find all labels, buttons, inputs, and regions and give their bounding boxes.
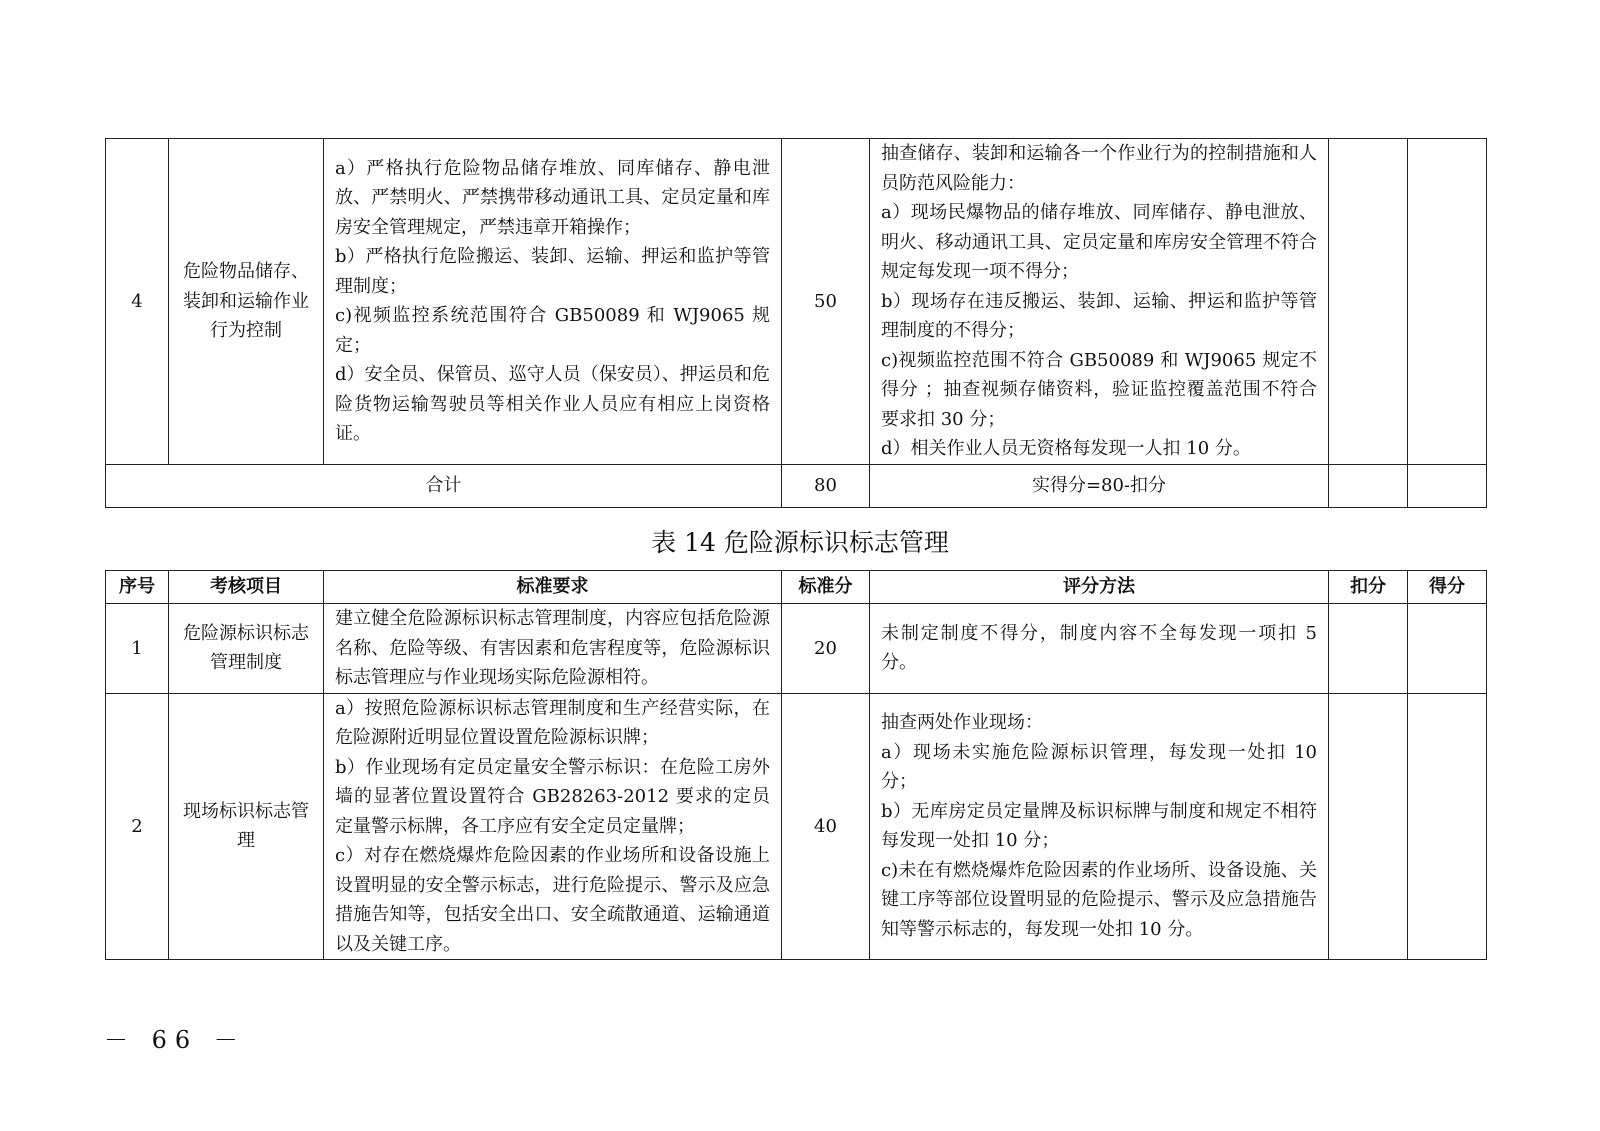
- method-line: b）无库房定员定量牌及标识标牌与制度和规定不相符每发现一处扣 10 分；: [881, 800, 1317, 852]
- header-no: 序号: [106, 571, 169, 604]
- deduction-cell: [1329, 464, 1408, 507]
- requirements-cell: [324, 139, 782, 465]
- standard-score: 20: [782, 604, 870, 694]
- header-row: [106, 571, 1487, 604]
- row-number: 2: [106, 693, 169, 960]
- assessment-item: 危险物品储存、装卸和运输作业行为控制: [169, 139, 324, 465]
- method-line: 抽查两处作业现场：: [881, 712, 1043, 734]
- scoring-method-cell: [870, 139, 1329, 465]
- obtained-score-cell: [1408, 693, 1487, 960]
- obtained-score-cell: [1408, 139, 1487, 465]
- method-line: 抽查储存、装卸和运输各一个作业行为的控制措施和人员防范风险能力：: [881, 143, 1317, 194]
- requirement-line: 建立健全危险源标识标志管理制度，内容应包括危险源名称、危险等级、有害因素和危害程度等，危险源标识标志管理应与作业现场实际危险源相符。: [335, 608, 770, 688]
- table-row: [106, 604, 1487, 694]
- table-row: [106, 693, 1487, 960]
- table-title: 表 14 危险源标识标志管理: [651, 528, 949, 557]
- row-number: 1: [106, 604, 169, 694]
- header-requirements: 标准要求: [324, 571, 782, 604]
- assessment-item: 现场标识标志管理: [169, 693, 324, 960]
- header-item: 考核项目: [169, 571, 324, 604]
- method-line: 未制定制度不得分，制度内容不全每发现一项扣 5 分。: [881, 622, 1317, 674]
- header-obtained: 得分: [1408, 571, 1487, 604]
- scoring-method-cell: [870, 604, 1329, 694]
- method-line: a）现场未实施危险源标识管理，每发现一处扣 10 分；: [881, 741, 1317, 793]
- table-row: [106, 139, 1487, 465]
- deduction-cell: [1329, 693, 1408, 960]
- header-standard-score: 标准分: [782, 571, 870, 604]
- total-score: 80: [782, 464, 870, 507]
- requirements-cell: [324, 693, 782, 960]
- row-number: 4: [106, 139, 169, 465]
- total-label: 合计: [106, 464, 782, 507]
- requirement-line: b）作业现场有定员定量安全警示标识：在危险工房外墙的显著位置设置符合 GB28263-2012 要求的定员定量警示标牌，各工序应有安全定员定量牌；: [335, 756, 770, 837]
- assessment-item: 危险源标识标志管理制度: [169, 604, 324, 694]
- requirement-line: d）安全员、保管员、巡守人员（保安员）、押运员和危险货物运输驾驶员等相关作业人员应有相应上岗资格证。: [335, 364, 770, 445]
- requirement-line: a）严格执行危险物品储存堆放、同库储存、静电泄放、严禁明火、严禁携带移动通讯工具、定员定量和库房安全管理规定，严禁违章开箱操作；: [335, 157, 770, 238]
- requirements-cell: [324, 604, 782, 694]
- standard-score: 50: [782, 139, 870, 465]
- deduction-cell: [1329, 604, 1408, 694]
- table-14: [105, 570, 1487, 960]
- header-method: 评分方法: [870, 571, 1329, 604]
- obtained-score-cell: [1408, 604, 1487, 694]
- total-row: [106, 464, 1487, 507]
- requirement-line: c）对存在燃烧爆炸危险因素的作业场所和设备设施上设置明显的安全警示标志，进行危险提示、警示及应急措施告知等，包括安全出口、安全疏散通道、运输通道以及关键工序。: [335, 845, 770, 955]
- requirement-line: c)视频监控系统范围符合 GB50089 和 WJ9065 规定；: [335, 305, 770, 356]
- scoring-method-cell: [870, 693, 1329, 960]
- page-number: － 66 －: [104, 1026, 246, 1054]
- standard-score: 40: [782, 693, 870, 960]
- method-line: c)视频监控范围不符合 GB50089 和 WJ9065 规定不得分 ；抽查视频存储资料，验证监控覆盖范围不符合要求扣 30 分；: [881, 349, 1317, 430]
- method-line: b）现场存在违反搬运、装卸、运输、押运和监护等管理制度的不得分；: [881, 290, 1317, 341]
- previous-table: [105, 138, 1487, 508]
- method-line: c)未在有燃烧爆炸危险因素的作业场所、设备设施、关键工序等部位设置明显的危险提示、警示及应急措施告知等警示标志的，每发现一处扣 10 分。: [881, 859, 1317, 940]
- obtained-score-cell: [1408, 464, 1487, 507]
- requirement-line: b）严格执行危险搬运、装卸、运输、押运和监护等管理制度；: [335, 246, 770, 297]
- requirement-line: a）按照危险源标识标志管理制度和生产经营实际，在危险源附近明显位置设置危险源标识牌；: [335, 697, 770, 748]
- method-line: d）相关作业人员无资格每发现一人扣 10 分。: [881, 438, 1251, 459]
- method-line: a）现场民爆物品的储存堆放、同库储存、静电泄放、明火、移动通讯工具、定员定量和库房安全管理不符合规定每发现一项不得分；: [881, 202, 1317, 282]
- header-deduction: 扣分: [1329, 571, 1408, 604]
- deduction-cell: [1329, 139, 1408, 465]
- total-method: 实得分=80-扣分: [870, 464, 1329, 507]
